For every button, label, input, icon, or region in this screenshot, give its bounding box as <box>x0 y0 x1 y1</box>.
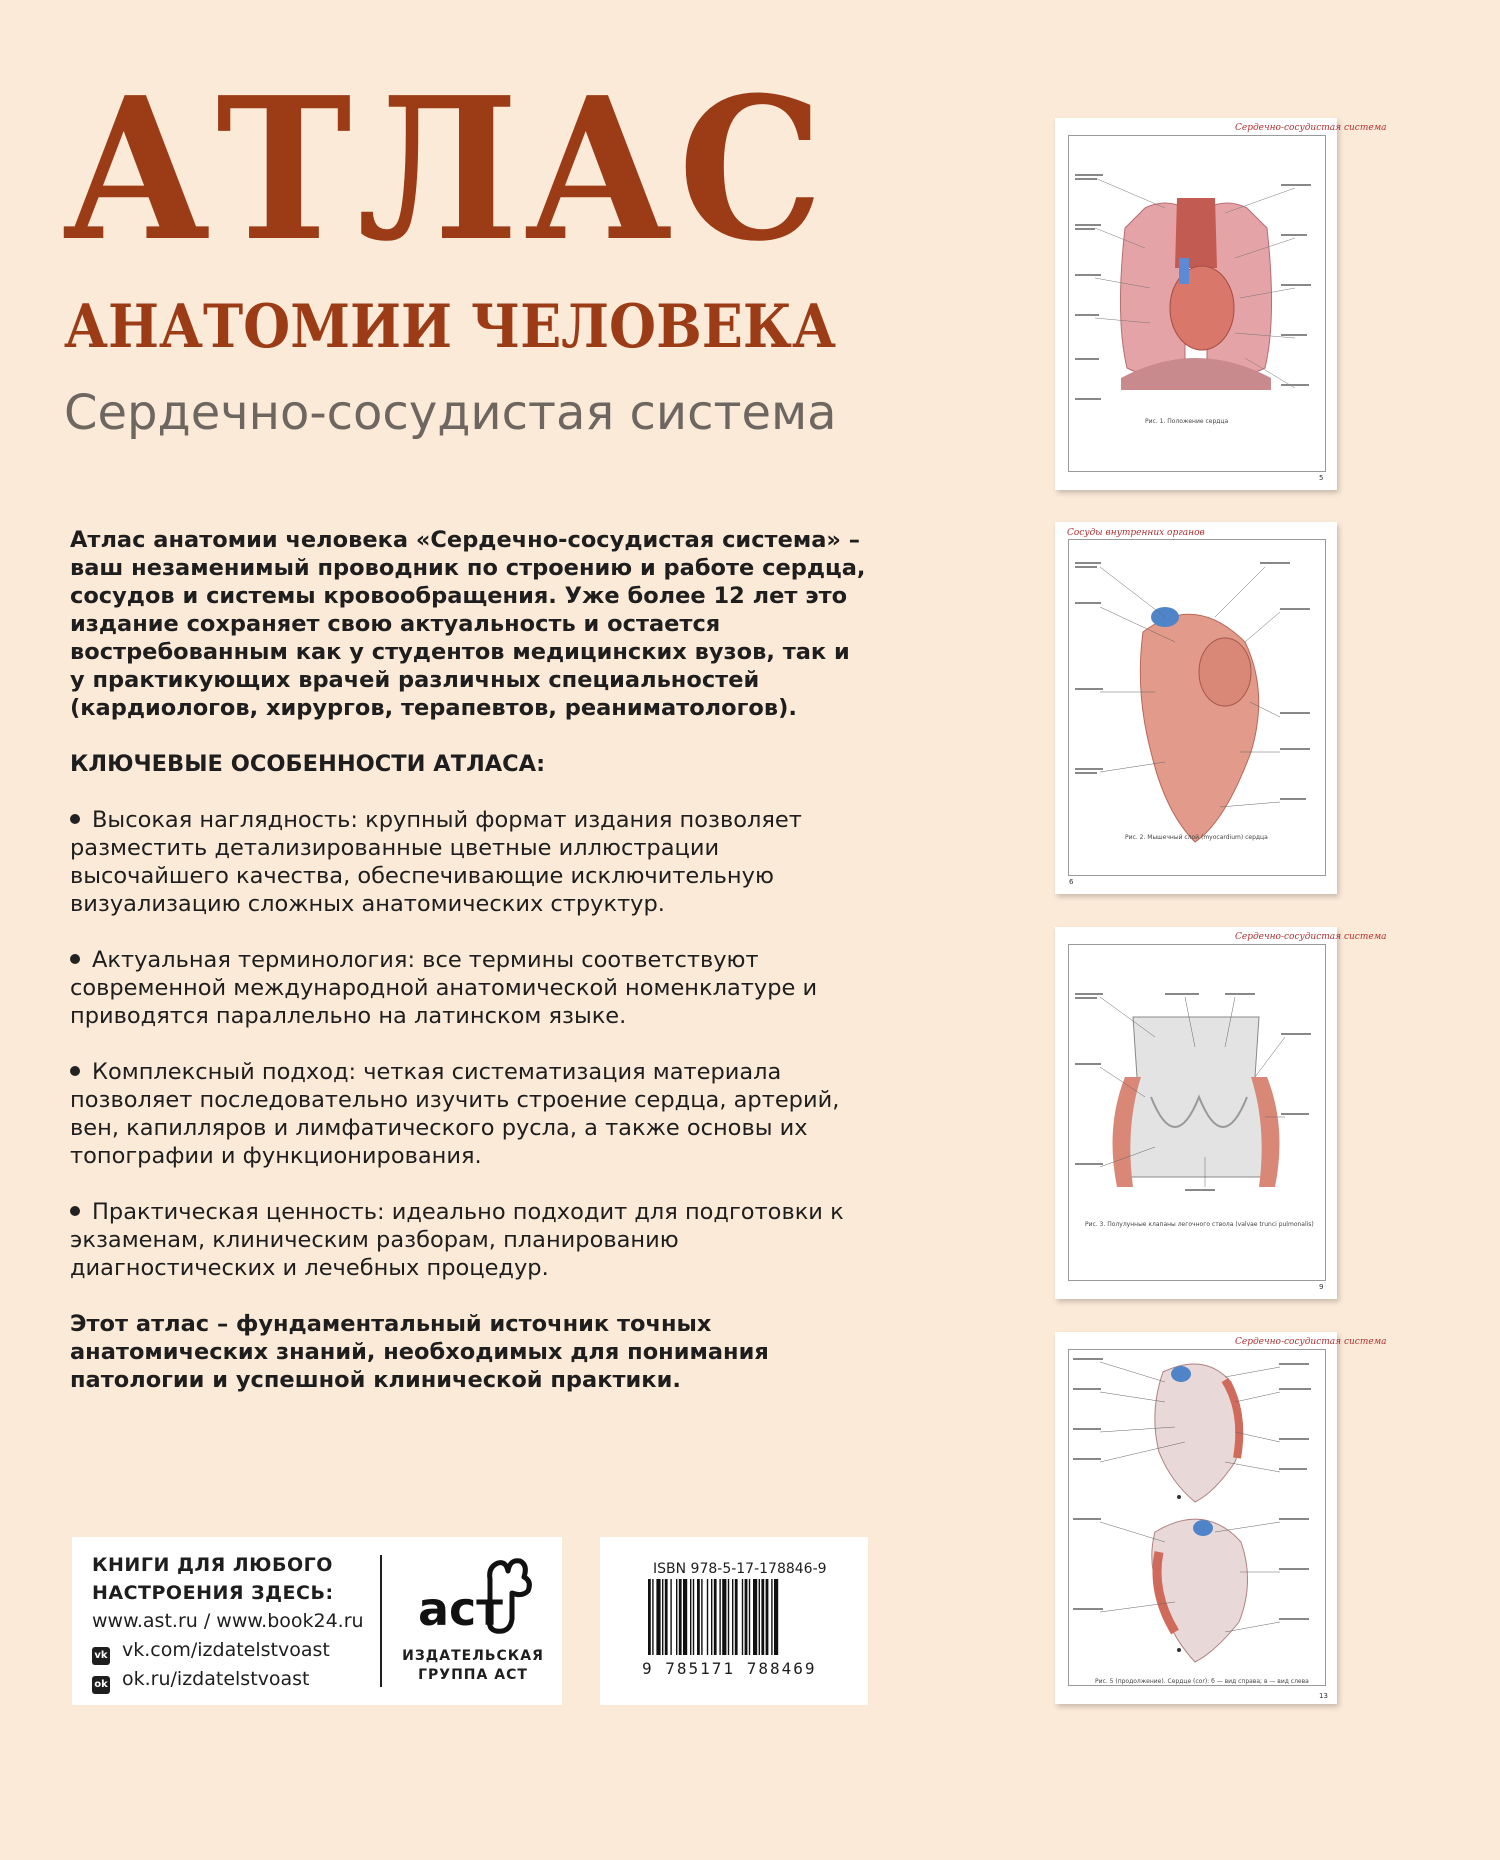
barcode-bar <box>648 1579 651 1655</box>
barcode-bar <box>683 1579 687 1655</box>
feature-text: Практическая ценность: идеально подходит для подготовки к экзаменам, клиническим разборам, планированию диагностических и лечебных процедур. <box>70 1199 844 1281</box>
barcode-bar <box>679 1579 682 1655</box>
barcode-bar <box>759 1579 760 1655</box>
page-preview-number: 13 <box>1319 1692 1328 1700</box>
page-preview-number: 9 <box>1319 1283 1324 1291</box>
isbn-label: ISBN 978-5-17-178846-9 <box>653 1561 827 1577</box>
isbn-digits: 9 785171 788469 <box>642 1659 817 1678</box>
barcode-bar <box>728 1579 729 1655</box>
ast-logo-text: аст <box>418 1582 503 1636</box>
isbn-box <box>600 1537 868 1705</box>
promo-websites-link[interactable]: www.ast.ru / www.book24.ru <box>92 1610 364 1632</box>
bullet-icon <box>70 1066 80 1076</box>
feature-text: Комплексный подход: четкая систематизация материала позволяет последовательно изучить строение сердца, артерий, вен, капилляров и лимфатического русла, а также основы их топографии и функционирования. <box>70 1059 840 1169</box>
page-preview-2 <box>1055 522 1337 894</box>
feature-item <box>70 946 870 1030</box>
feature-text: Актуальная терминология: все термины соответствуют современной международной анатомической номенклатуре и приводятся параллельно на латинском языке. <box>70 947 818 1029</box>
page-preview-header: Сердечно-сосудистая система <box>1235 1337 1387 1347</box>
ok-icon: ok <box>92 1676 110 1694</box>
barcode-bar <box>719 1579 720 1655</box>
page-preview-4 <box>1055 1332 1387 1704</box>
barcode-bar <box>742 1579 743 1655</box>
barcode-bar <box>771 1579 772 1655</box>
bullet-icon <box>70 814 80 824</box>
barcode-bar <box>711 1579 712 1655</box>
feature-item <box>70 1058 870 1170</box>
barcode-bar <box>701 1579 702 1655</box>
barcode-bar <box>707 1579 708 1655</box>
barcode-bar <box>697 1579 700 1655</box>
barcode-bar <box>732 1579 733 1655</box>
page-preview-caption: Рис. 3. Полулунные клапаны легочного ствола (valvae trunci pulmonalis) <box>1085 1221 1314 1228</box>
barcode-bar <box>676 1579 677 1655</box>
thorax-heart-illustration <box>1055 118 1337 490</box>
barcode-bar <box>690 1579 691 1655</box>
barcode-bar <box>714 1579 717 1655</box>
page-preview-header: Сердечно-сосудистая система <box>1235 932 1387 942</box>
ast-logo <box>398 1549 548 1694</box>
page-preview-header: Сердечно-сосудистая система <box>1235 123 1387 133</box>
logo-caption-line1: ИЗДАТЕЛЬСКАЯ <box>402 1648 544 1664</box>
barcode-bar <box>766 1579 769 1655</box>
barcode-bar <box>665 1579 668 1655</box>
bullet-icon <box>70 954 80 964</box>
page-preview-1 <box>1055 118 1387 490</box>
intro-paragraph: Атлас анатомии человека «Сердечно-сосудистая система» – ваш незаменимый проводник по строению и работе сердца, сосудов и системы кровообращения. Уже более 12 лет это издание сохраняет свою актуальность и остается востребованным как у студентов медицинских вузов, так и у практикующих врачей различных специальностей (кардиологов, хирургов, терапевтов, реаниматологов). <box>70 527 866 721</box>
barcode-bar <box>753 1579 757 1655</box>
promo-heading-line1: КНИГИ ДЛЯ ЛЮБОГО <box>92 1554 333 1576</box>
barcode-bar <box>749 1579 750 1655</box>
promo-vk-link[interactable]: vk.com/izdatelstvoast <box>122 1639 330 1661</box>
promo-ok-link[interactable]: ok.ru/izdatelstvoast <box>122 1668 310 1690</box>
page-preview-3 <box>1055 927 1387 1299</box>
barcode-bar <box>693 1579 694 1655</box>
promo-heading-line2: НАСТРОЕНИЯ ЗДЕСЬ: <box>92 1582 334 1604</box>
conclusion-paragraph: Этот атлас – фундаментальный источник точных анатомических знаний, необходимых для понимания патологии и успешной клинической практики. <box>70 1311 769 1393</box>
heart-section-illustration <box>1055 1332 1337 1704</box>
barcode-bar <box>722 1579 726 1655</box>
vk-icon: vk <box>92 1647 110 1665</box>
page-preview-caption: Рис. 2. Мышечный слой (myocardium) сердца <box>1125 834 1268 841</box>
logo-caption <box>398 1647 548 1685</box>
title-subtitle: АНАТОМИИ ЧЕЛОВЕКА <box>64 292 836 362</box>
feature-item <box>70 806 870 918</box>
feature-item <box>70 1198 870 1282</box>
pulmonary-valve-illustration <box>1055 927 1337 1299</box>
bullet-icon <box>70 1206 80 1216</box>
title-main: АТЛАС <box>62 55 829 285</box>
barcode-bar <box>652 1579 653 1655</box>
page-preview-caption: Рис. 5 (продолжение). Сердце (cor): б — вид справа; в — вид слева <box>1095 1678 1309 1685</box>
barcode-bar <box>670 1579 671 1655</box>
title-system: Сердечно-сосудистая система <box>64 385 837 441</box>
barcode-bar <box>774 1579 778 1655</box>
features-heading: КЛЮЧЕВЫЕ ОСОБЕННОСТИ АТЛАСА: <box>70 751 546 777</box>
page-preview-header: Сосуды внутренних органов <box>1067 528 1205 538</box>
barcode-bar <box>761 1579 764 1655</box>
barcode <box>646 1579 826 1659</box>
barcode-bar <box>735 1579 738 1655</box>
publisher-promo <box>72 1537 562 1705</box>
barcode-bar <box>656 1579 660 1655</box>
promo-divider <box>380 1555 382 1687</box>
page-preview-caption: Рис. 1. Положение сердца <box>1145 418 1229 425</box>
logo-caption-line2: ГРУППА АСТ <box>418 1667 528 1683</box>
feature-text: Высокая наглядность: крупный формат издания позволяет разместить детализированные цветные иллюстрации высочайшего качества, обеспечивающие исключительную визуализацию сложных анатомических структур. <box>70 807 802 917</box>
barcode-bar <box>662 1579 663 1655</box>
barcode-bar <box>745 1579 748 1655</box>
page-preview-number: 6 <box>1069 878 1074 886</box>
page-preview-number: 5 <box>1319 474 1324 482</box>
ast-logo-mark <box>398 1549 548 1645</box>
description <box>70 526 870 1394</box>
